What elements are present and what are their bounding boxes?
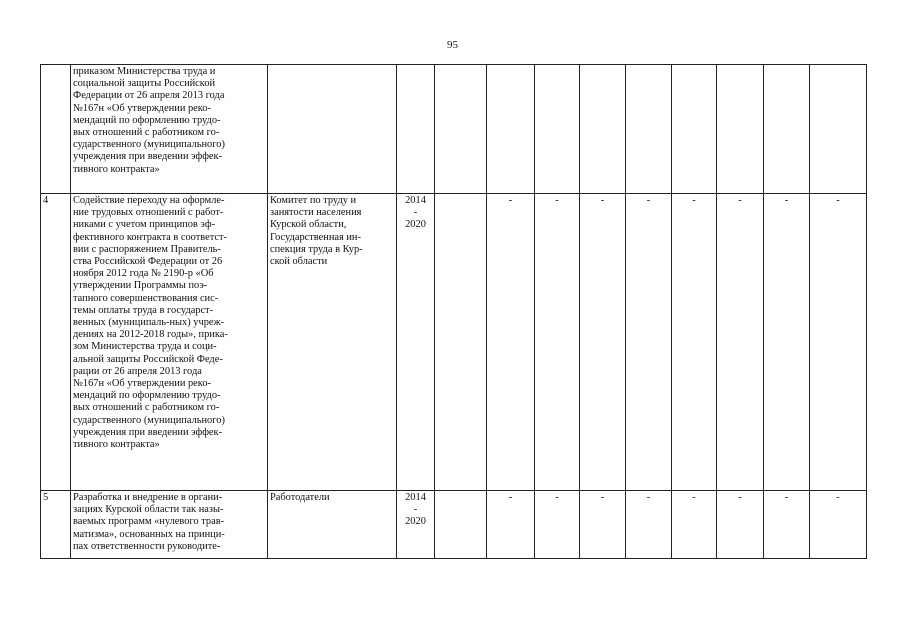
value-cell: -	[487, 194, 535, 491]
value-cell	[487, 65, 535, 194]
value-cell: -	[580, 194, 626, 491]
measure-description-cell: Содействие переходу на оформле- ние трудовых отношений с работ- никами с учетом принципов эф- фективного контракта в соответст- вии с распоряжением Правитель- ства Российской Федерации от 26 ноября 2012 года № 2190-р «Об утверждении Программы поэ- тапного совершенствования сис- темы оплаты труда в государст- венных (муниципаль-ных) учреж- дениях на 2012-2018 годы», прика- зом Министерства труда и соци- альной защиты Российской Феде- рации от 26 апреля 2013 года №167н «Об утверждении реко- мендаций по оформлению трудо- вых отношений с работником го- сударственного (муниципального) учреждения при введении эффек- тивного контракта»	[71, 194, 268, 491]
row-number-cell: 4	[41, 194, 71, 491]
value-cell	[435, 491, 487, 559]
term-end: 2020	[405, 516, 426, 528]
value-cell: -	[810, 491, 867, 559]
value-cell	[435, 194, 487, 491]
value-cell: -	[764, 491, 810, 559]
row-number-cell: 5	[41, 491, 71, 559]
term-cell	[397, 194, 435, 491]
value-cell	[435, 65, 487, 194]
measure-description-cell: приказом Министерства труда и социальной защиты Российской Федерации от 26 апреля 2013 года №167н «Об утверждении реко- мендаций по оформлению трудо- вых отношений с работником го- сударственного (муниципального) учреждения при введении эффек- тивного контракта»	[71, 65, 268, 194]
value-cell: -	[487, 491, 535, 559]
table-row	[41, 194, 867, 491]
value-cell	[672, 65, 717, 194]
value-cell	[764, 65, 810, 194]
term-start: 2014	[405, 195, 426, 206]
value-cell: -	[764, 194, 810, 491]
table-row	[41, 491, 867, 559]
value-cell: -	[580, 491, 626, 559]
value-cell	[810, 65, 867, 194]
term-dash: -	[413, 504, 418, 516]
value-cell: -	[717, 491, 764, 559]
value-cell: -	[810, 194, 867, 491]
term-dash: -	[413, 207, 418, 219]
table-row	[41, 65, 867, 194]
executor-cell: Комитет по труду и занятости населения Курской области, Государственная ин- спекция труда в Кур- ской области	[268, 194, 397, 491]
value-cell: -	[626, 194, 672, 491]
value-cell: -	[626, 491, 672, 559]
measures-table	[40, 64, 867, 559]
value-cell	[535, 65, 580, 194]
term-end: 2020	[405, 219, 426, 231]
value-cell: -	[717, 194, 764, 491]
value-cell: -	[535, 491, 580, 559]
term-cell	[397, 491, 435, 559]
value-cell: -	[672, 194, 717, 491]
value-cell	[580, 65, 626, 194]
measure-description-cell: Разработка и внедрение в органи- зациях Курской области так назы- ваемых программ «нулевого трав- матизма», основанных на принци- пах ответственности руководите-	[71, 491, 268, 559]
value-cell: -	[535, 194, 580, 491]
term-cell	[397, 65, 435, 194]
executor-cell: Работодатели	[268, 491, 397, 559]
value-cell	[626, 65, 672, 194]
value-cell: -	[672, 491, 717, 559]
term-start: 2014	[405, 492, 426, 503]
row-number-cell	[41, 65, 71, 194]
page-number: 95	[447, 39, 458, 51]
executor-cell	[268, 65, 397, 194]
value-cell	[717, 65, 764, 194]
